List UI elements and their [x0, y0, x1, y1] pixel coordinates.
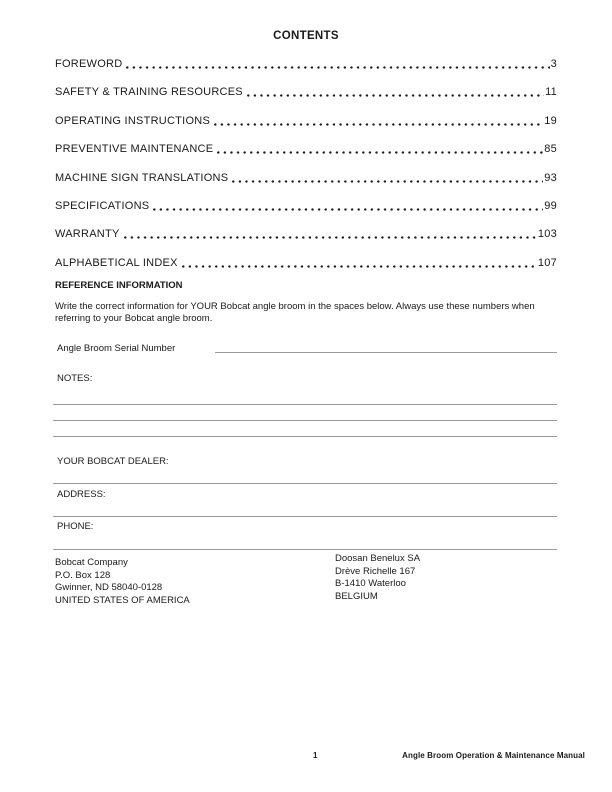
address-label: ADDRESS:: [57, 489, 106, 500]
reference-information-heading: REFERENCE INFORMATION: [55, 280, 183, 291]
notes-label: NOTES:: [57, 373, 93, 384]
serial-number-row: [57, 343, 557, 355]
toc-entry-warranty[interactable]: [55, 228, 557, 240]
toc-entry-label: FOREWORD: [55, 58, 123, 70]
toc-entry-preventive-maintenance[interactable]: [55, 143, 557, 155]
dot-leader: [124, 236, 537, 239]
toc-entry-page: 99: [544, 199, 557, 212]
toc-entry-safety-training[interactable]: [55, 86, 557, 98]
address-line: P.O. Box 128: [55, 569, 111, 581]
toc-entry-label: SAFETY & TRAINING RESOURCES: [55, 86, 243, 99]
dot-leader: [214, 123, 543, 126]
toc-entry-page: 107: [537, 256, 557, 269]
phone-label: PHONE:: [57, 521, 94, 532]
address-line: Gwinner, ND 58040-0128: [55, 582, 163, 594]
company-address-eu: [335, 553, 420, 603]
toc-entry-label: ALPHABETICAL INDEX: [55, 256, 178, 269]
notes-blank-line: [53, 436, 557, 437]
toc-entry-foreword[interactable]: [55, 58, 557, 70]
toc-entry-label: MACHINE SIGN TRANSLATIONS: [55, 171, 229, 184]
toc-entry-page: 103: [537, 228, 557, 241]
reference-information-paragraph: Write the correct information for YOUR Bobcat angle broom in the spaces below. Always use these numbers when referring to your Bobcat angle broom.: [55, 301, 535, 325]
notes-blank-line: [53, 404, 557, 405]
toc-entry-page: 3: [550, 58, 557, 70]
toc-entry-label: SPECIFICATIONS: [55, 199, 150, 212]
dot-leader: [153, 208, 543, 211]
toc-entry-page: 85: [544, 143, 557, 156]
dot-leader: [247, 94, 544, 97]
dot-leader: [182, 265, 537, 268]
address-blank-line: [53, 516, 557, 517]
dot-leader: [126, 66, 549, 69]
serial-number-blank-line: [215, 352, 557, 353]
dot-leader: [232, 180, 543, 183]
page-number: 1: [313, 751, 318, 760]
address-line: Drève Richelle 167: [335, 565, 416, 577]
address-line: BELGIUM: [335, 590, 378, 602]
toc-entry-page: 11: [545, 86, 557, 99]
toc-entry-specifications[interactable]: [55, 200, 557, 212]
toc-entry-alphabetical-index[interactable]: [55, 257, 557, 269]
toc-entry-label: OPERATING INSTRUCTIONS: [55, 114, 211, 127]
dealer-label: YOUR BOBCAT DEALER:: [57, 456, 169, 467]
toc-entry-machine-sign-translations[interactable]: [55, 172, 557, 184]
company-address-us: [55, 557, 190, 607]
table-of-contents: [55, 58, 557, 285]
notes-blank-line: [53, 420, 557, 421]
toc-entry-page: 19: [544, 114, 557, 127]
toc-entry-label: PREVENTIVE MAINTENANCE: [55, 143, 214, 156]
phone-blank-line: [53, 549, 557, 550]
address-line: B-1410 Waterloo: [335, 578, 406, 590]
address-line: Bobcat Company: [55, 557, 128, 568]
toc-entry-page: 93: [544, 171, 557, 184]
manual-title: Angle Broom Operation & Maintenance Manual: [402, 751, 585, 760]
toc-entry-label: WARRANTY: [55, 228, 120, 241]
toc-entry-operating-instructions[interactable]: [55, 115, 557, 127]
serial-number-label: Angle Broom Serial Number: [57, 343, 176, 354]
dot-leader: [217, 151, 543, 154]
dealer-blank-line: [53, 483, 557, 484]
page-title: CONTENTS: [273, 30, 339, 42]
address-line: UNITED STATES OF AMERICA: [55, 594, 190, 606]
address-line: Doosan Benelux SA: [335, 553, 421, 564]
